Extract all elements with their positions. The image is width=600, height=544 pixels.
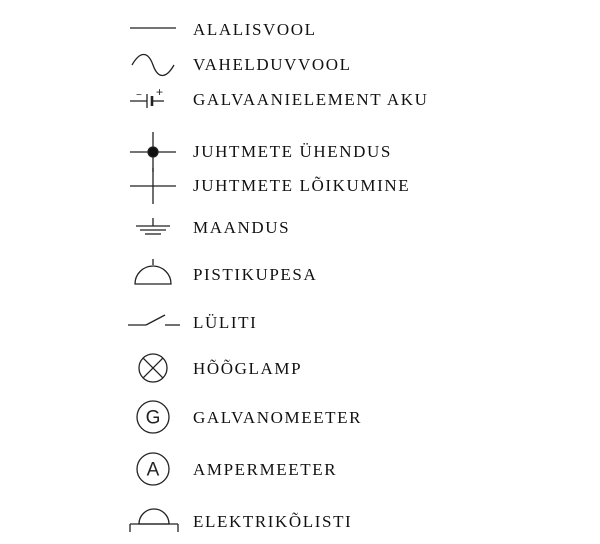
ground-icon [120,206,184,250]
bell-icon [120,500,184,544]
wire-crossing-icon [120,164,184,208]
legend-label: JUHTMETE ÜHENDUS [193,142,392,161]
minus-sign: − [136,90,142,101]
legend-label: MAANDUS [193,218,291,237]
legend-label: ALALISVOOL [193,20,317,39]
legend-label: LÜLITI [193,313,258,332]
socket-icon [120,253,184,297]
plus-sign: + [156,85,164,99]
legend-label: VAHELDUVVOOL [193,55,352,74]
switch-icon [120,301,184,345]
legend-label: HÕÕGLAMP [193,359,303,378]
legend-label: GALVANOMEETER [193,408,363,427]
legend-label: GALVAANIELEMENT AKU [193,90,429,109]
legend-label: ELEKTRIKÕLISTI [193,512,353,531]
legend-label: JUHTMETE LÕIKUMINE [193,176,411,195]
legend-label: PISTIKUPESA [193,265,318,284]
galvanometer-icon [120,396,184,440]
ammeter-icon [120,448,184,492]
galvanometer-letter: G [145,407,161,429]
ammeter-letter: A [146,459,160,481]
lamp-icon [120,347,184,391]
legend-label: AMPERMEETER [193,460,338,479]
battery-cell-icon [120,78,184,122]
